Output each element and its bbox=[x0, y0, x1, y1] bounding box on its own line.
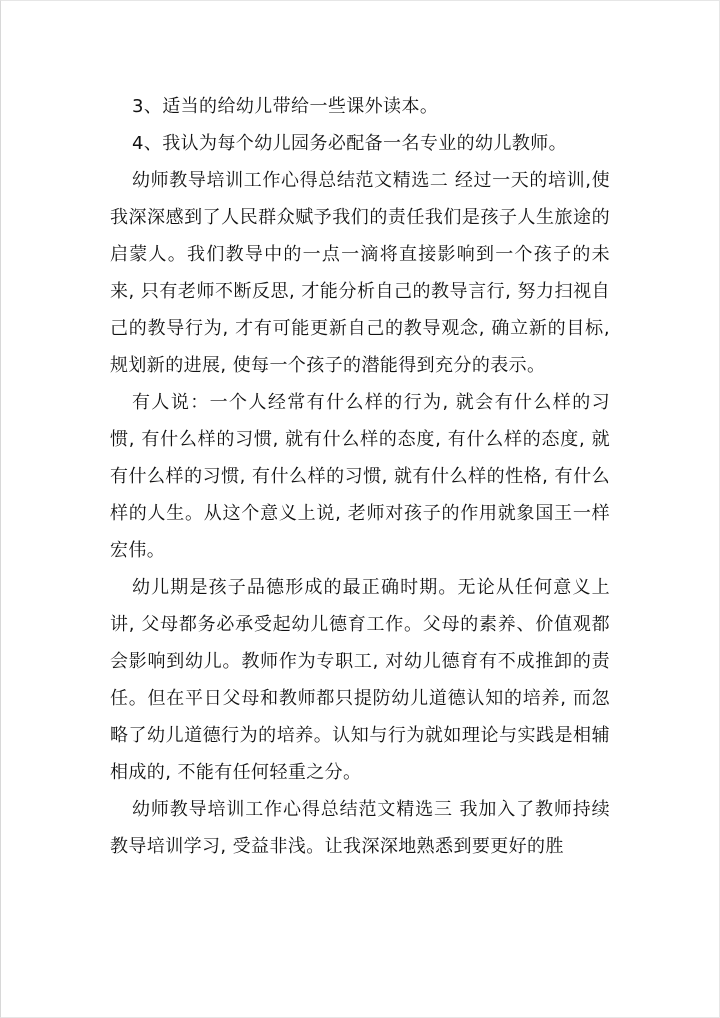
paragraph-item-3: 3、适当的给幼儿带给一些课外读本。 bbox=[132, 96, 439, 117]
document-body bbox=[110, 88, 610, 865]
paragraph-section-three: 幼师教导培训工作心得总结范文精选三 我加入了教师持续教导培训学习, 受益非浅。让我深深地熟悉到要更好的胜 bbox=[110, 799, 610, 857]
paragraph-habits: 有人说：一个人经常有什么样的行为, 就会有什么样的习惯, 有什么样的习惯, 就有什么样的态度, 有什么样的态度, 就有什么样的习惯, 有什么样的习惯, 就有什么样的性格, 有什么样的人生。从这个意义上说, 老师对孩子的作用就象国王一样宏伟。 bbox=[110, 392, 610, 561]
paragraph-section-two: 幼师教导培训工作心得总结范文精选二 经过一天的培训,使我深深感到了人民群众赋予我们的责任我们是孩子人生旅途的启蒙人。我们教导中的一点一滴将直接影响到一个孩子的未来, 只有老师不断反思, 才能分析自己的教导言行, 努力扫视自己的教导行为, 才有可能更新自己的教导观念, 确立新的目标, 规划新的进展, 使每一个孩子的潜能得到充分的表示。 bbox=[110, 170, 610, 376]
paragraph-item-4: 4、我认为每个幼儿园务必配备一名专业的幼儿教师。 bbox=[132, 133, 568, 154]
paragraph-moral-education: 幼儿期是孩子品德形成的最正确时期。无论从任何意义上讲, 父母都务必承受起幼儿德育工作。父母的素养、价值观都会影响到幼儿。教师作为专职工, 对幼儿德育有不成推卸的责任。但在平日父母和教师都只提防幼儿道德认知的培养, 而忽略了幼儿道德行为的培养。认知与行为就如理论与实践是相辅相成的, 不能有任何轻重之分。 bbox=[110, 577, 610, 783]
